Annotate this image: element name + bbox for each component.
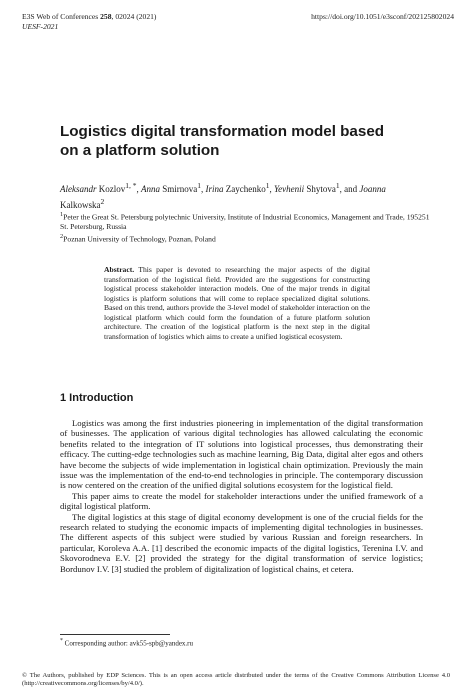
license-footer: © The Authors, published by EDP Sciences. This is an open access article distributed under the terms of the Creative Commons Attribution License 4.0 (http://creativecommons.org/licenses/by/4.0/). [22,672,450,688]
paragraph: This paper aims to create the model for stakeholder interactions under the unified framework of a digital logistical platform. [60,490,423,512]
section-heading: 1 Introduction [60,392,134,404]
abstract [104,265,370,341]
footnote-rule [60,634,170,635]
conference-name: UESF-2021 [22,22,59,31]
footnote-text: Corresponding author: avk55-spb@yandex.ru [64,639,194,648]
footnote-mark: * [60,638,63,644]
article-ref: , 02024 (2021) [111,12,157,21]
journal-name: E3S Web of Conferences [22,12,99,21]
author-list [60,180,420,211]
paragraph: The digital logistics at this stage of digital economy development is one of the crucial fields for the research related to studying the economic impacts of implementing digital technologies in businesses. The different aspects of this subject were studied by various Russian and foreign researchers. In particular, Koroleva A.A. [1] described the economic impacts of the digital logistics, Terenina I.V. and Skovorodneva E.V. [2] provided the strategy for the digital transformation of service logistics; Bordunov I.V. [3] studied the problem of digitalization of logistical chains, et cetera. [60,511,423,574]
author: Joanna Kalkowska$^2$ [60,184,386,210]
author: Irina Zaychenko$^1$, [205,181,274,194]
affiliation-item: $^2$Poznan University of Technology, Poznan, Poland [60,232,216,244]
section-body [60,418,423,574]
author: Yevhenii Shytova$^1$, and [273,181,360,194]
abstract-label: Abstract. [104,265,135,274]
footnote [60,638,193,647]
running-header-left [22,12,156,32]
author: Anna Smirnova$^1$, [141,181,206,194]
affiliations [60,210,430,244]
journal-citation [22,12,156,22]
journal-volume: 258 [100,12,112,21]
author: Aleksandr Kozlov$^{1, *}$, [60,181,141,194]
affiliation-item: $^1$Peter the Great St. Petersburg polytechnic University, Institute of Industrial Economics, Management and Trade, 195251 St. Petersburg, Russia [60,211,430,232]
paper-title: Logistics digital transformation model based on a platform solution [60,123,385,159]
doi-link[interactable]: https://doi.org/10.1051/e3sconf/202125802024 [311,12,454,21]
abstract-text: This paper is devoted to researching the major aspects of the digital transformation of the logistical field. Provided are the suggestions for constructing logistical process stakeholder interaction models. One of the major trends in digital logistics is platform solutions that will come to replace specialized digital solutions. Based on this trend, authors provide the 3-level model of stakeholder interaction on the logistical platform which could form the foundation of a future platform solution architecture. The creation of the logistical platform is the next step in the digital transformation of logistics which aims to create a unified logistical ecosystem. [104,265,370,341]
paragraph: Logistics was among the first industries pioneering in implementation of the digital transformation of businesses. The application of various digital technologies has allowed calculating the economic benefits related to the integration of IT solutions into logistical processes, thus demonstrating their efficacy. The cutting-edge technologies such as machine learning, Big Data, digital alter egos and others have become the subjects of wide implementation in logistical chain optimization. Previously the main issue was the implementation of the end-to-end technologies in principle. The contemporary discussion is now centered on the creation of the unified digital solutions ecosystem for the logistical field. [60,418,423,491]
